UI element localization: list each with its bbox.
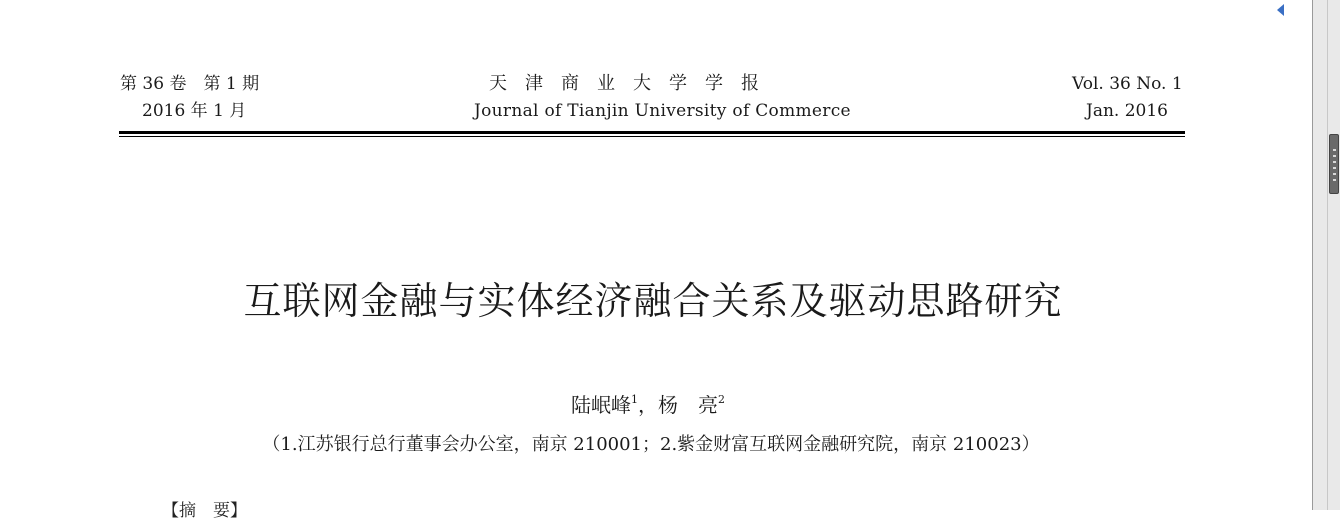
scrollbar-grip <box>1333 173 1336 175</box>
author-affil-mark: 2 <box>718 393 725 406</box>
header-rule-thin <box>119 136 1185 137</box>
scrollbar-thumb[interactable] <box>1329 134 1339 194</box>
collapse-panel-icon[interactable] <box>1277 4 1284 16</box>
author-separator: ， <box>638 393 658 417</box>
scrollbar-grip <box>1333 149 1336 151</box>
journal-date-cn: 2016 年 1 月 <box>142 101 247 121</box>
scrollbar-grip <box>1333 167 1336 169</box>
journal-volume-en: Vol. 36 No. 1 <box>1072 74 1183 94</box>
journal-date-en: Jan. 2016 <box>1086 101 1168 121</box>
author-affil-mark: 1 <box>631 393 638 406</box>
scrollbar-grip <box>1333 155 1336 157</box>
journal-name-en: Journal of Tianjin University of Commerce <box>474 101 851 121</box>
scroll-gutter <box>1292 0 1312 510</box>
author-name: 陆岷峰 <box>571 393 631 417</box>
abstract-line: 【摘 要】 <box>162 501 247 521</box>
author-name: 杨 亮 <box>658 393 718 417</box>
journal-volume-issue: 第 36 卷 第 1 期 <box>120 74 260 94</box>
header-rule-thick <box>119 131 1185 134</box>
author-affiliation: （1.江苏银行总行董事会办公室，南京 210001；2.紫金财富互联网金融研究院，南京 210023） <box>262 434 1040 455</box>
article-title: 互联网金融与实体经济融合关系及驱动思路研究 <box>243 279 1063 323</box>
author-list <box>0 387 1296 418</box>
side-panel-frame <box>1312 0 1340 510</box>
scrollbar-grip <box>1333 179 1336 181</box>
journal-name-cn: 天津商业大学学报 <box>489 73 777 94</box>
frame-divider <box>1327 0 1328 510</box>
scrollbar-grip <box>1333 161 1336 163</box>
